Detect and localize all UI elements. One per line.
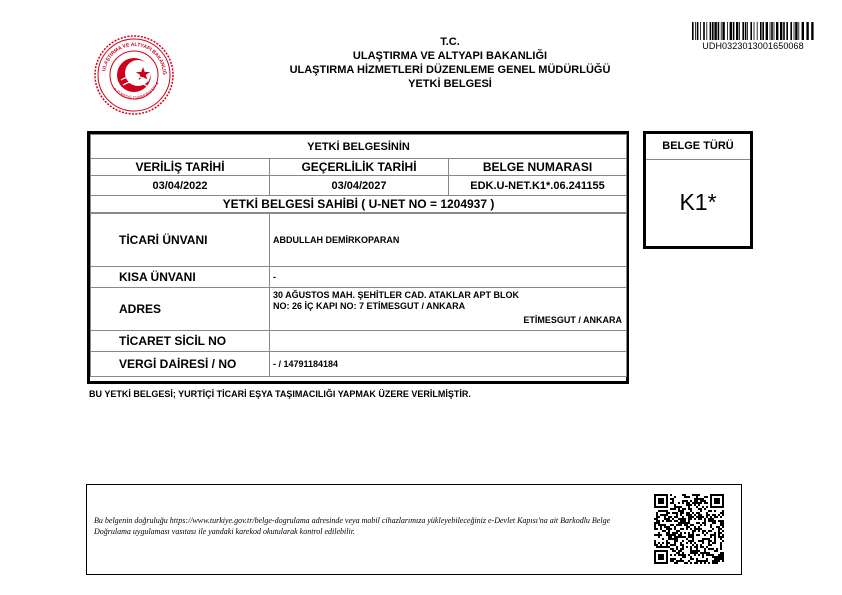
holder-title: YETKİ BELGESİ SAHİBİ ( U-NET NO = 1204937 ) <box>91 196 627 213</box>
trade-name-value: ABDULLAH DEMİRKOPARAN <box>270 214 627 267</box>
header-ministry: ULAŞTIRMA VE ALTYAPI BAKANLIĞI <box>352 50 548 62</box>
qr-code-icon <box>654 494 724 564</box>
trade-registry-label: TİCARET SİCİL NO <box>91 331 270 352</box>
trade-name-label: TİCARİ ÜNVANI <box>91 214 270 267</box>
svg-text:★ TÜRKİYE CUMHURİYETİ ★: ★ TÜRKİYE CUMHURİYETİ ★ <box>112 80 160 100</box>
short-name-value: - <box>270 267 627 288</box>
verification-text: Bu belgenin doğruluğu https://www.turkiye.gov.tr/belge-dogrulama adresinde veya mobil cihazlarımıza yükleyebileceğiniz e-Devlet Kapısı'na ait Barkodlu Belge Doğrulama uygulaması vasıtası ile yandaki karekod okutularak kontrol edilebilir. <box>94 516 611 536</box>
validity-date-value: 03/04/2027 <box>270 176 449 196</box>
address-line-2: NO: 26 İÇ KAPI NO: 7 ETİMESGUT / ANKARA <box>273 301 466 311</box>
document-number-value: EDK.U-NET.K1*.06.241155 <box>449 176 627 196</box>
document-type-value: K1* <box>679 189 717 215</box>
ministry-seal-logo <box>93 34 175 116</box>
certificate-section-title: YETKİ BELGESİNİN <box>91 135 627 159</box>
barcode-icon <box>692 22 814 40</box>
address-line-1: 30 AĞUSTOS MAH. ŞEHİTLER CAD. ATAKLAR APT BLOK <box>273 290 520 300</box>
col-header-validity-date: GEÇERLİLİK TARİHİ <box>270 159 449 176</box>
document-type-title: BELGE TÜRÜ <box>646 134 750 160</box>
header-tc: T.C. <box>440 36 460 48</box>
tax-office-label: VERGİ DAİRESİ / NO <box>91 352 270 377</box>
header-doc-title: YETKİ BELGESİ <box>408 78 492 90</box>
barcode-number: UDH0323013001650068 <box>702 41 804 51</box>
address-city: ETİMESGUT / ANKARA <box>523 315 622 325</box>
col-header-issue-date: VERİLİŞ TARİHİ <box>91 159 270 176</box>
document-type-box <box>643 131 753 249</box>
document-header <box>220 35 680 91</box>
header-directorate: ULAŞTIRMA HİZMETLERİ DÜZENLEME GENEL MÜDÜRLÜĞÜ <box>289 64 611 76</box>
trade-registry-value <box>270 331 627 352</box>
authorization-statement: BU YETKİ BELGESİ; YURTİÇİ TİCARİ EŞYA TAŞIMACILIĞI YAPMAK ÜZERE VERİLMİŞTİR. <box>89 389 471 399</box>
svg-text:ULAŞTIRMA VE ALTYAPI BAKANLIĞI: ULAŞTIRMA VE ALTYAPI BAKANLIĞ <box>101 41 168 75</box>
address-value <box>270 288 627 331</box>
address-label: ADRES <box>91 288 270 331</box>
certificate-table <box>87 131 629 384</box>
issue-date-value: 03/04/2022 <box>91 176 270 196</box>
col-header-document-number: BELGE NUMARASI <box>449 159 627 176</box>
short-name-label: KISA ÜNVANI <box>91 267 270 288</box>
tax-office-value: - / 14791184184 <box>270 352 627 377</box>
verification-box <box>86 484 742 575</box>
